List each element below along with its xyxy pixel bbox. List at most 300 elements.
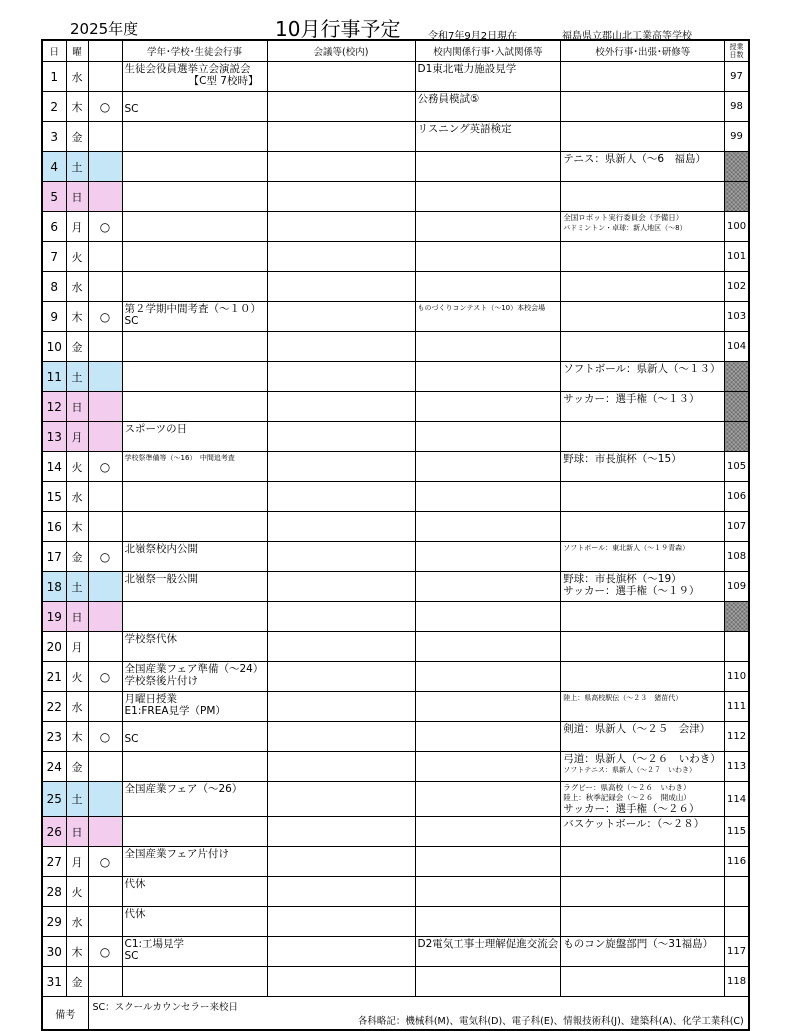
event-text: 全国産業フェア（～26） bbox=[124, 783, 243, 795]
class-marker: ○ bbox=[88, 722, 122, 752]
external-events-cell bbox=[561, 212, 725, 242]
event-text: 野球：市長旗杯（～19） bbox=[563, 573, 682, 585]
internal-events-cell bbox=[415, 782, 561, 817]
external-events-cell bbox=[561, 752, 725, 782]
class-marker bbox=[88, 362, 122, 392]
table-row bbox=[42, 302, 749, 332]
notes-label: 備考 bbox=[42, 997, 88, 1031]
class-day-count: 100 bbox=[725, 212, 749, 242]
date-cell: 15 bbox=[42, 482, 66, 512]
class-day-count: 102 bbox=[725, 272, 749, 302]
class-marker bbox=[88, 482, 122, 512]
table-row bbox=[42, 572, 749, 602]
event-text: サッカー：選手権（～１９） bbox=[563, 585, 700, 597]
col-internal: 校内関係行事･入試関係等 bbox=[415, 40, 561, 62]
meetings-cell bbox=[267, 722, 415, 752]
external-events-cell bbox=[561, 542, 725, 572]
table-row bbox=[42, 362, 749, 392]
meetings-cell bbox=[267, 542, 415, 572]
event-text: SC bbox=[124, 315, 139, 327]
internal-events-cell bbox=[415, 92, 561, 122]
col-date: 日 bbox=[42, 40, 66, 62]
external-events-cell bbox=[561, 182, 725, 212]
event-text: サッカー：選手権（～２６） bbox=[563, 803, 700, 815]
date-cell: 27 bbox=[42, 847, 66, 877]
school-events-cell bbox=[122, 62, 267, 92]
weekday-cell: 火 bbox=[66, 662, 88, 692]
school-events-cell bbox=[122, 632, 267, 662]
class-marker bbox=[88, 632, 122, 662]
event-text: サッカー：選手権（～１３） bbox=[563, 393, 700, 405]
meetings-cell bbox=[267, 272, 415, 302]
date-cell: 26 bbox=[42, 817, 66, 847]
internal-events-cell bbox=[415, 212, 561, 242]
internal-events-cell bbox=[415, 877, 561, 907]
meetings-cell bbox=[267, 182, 415, 212]
weekday-cell: 水 bbox=[66, 907, 88, 937]
schedule-table bbox=[41, 39, 750, 1031]
col-meetings: 会議等(校内) bbox=[267, 40, 415, 62]
external-events-cell bbox=[561, 362, 725, 392]
external-events-cell bbox=[561, 302, 725, 332]
class-day-count: 110 bbox=[725, 662, 749, 692]
event-text: 学校祭代休 bbox=[124, 633, 177, 645]
external-events-cell bbox=[561, 272, 725, 302]
event-text: D2電気工事士理解促進交流会 bbox=[417, 938, 559, 950]
weekday-cell: 月 bbox=[66, 212, 88, 242]
internal-events-cell bbox=[415, 62, 561, 92]
col-class-days-line1: 授業 bbox=[729, 43, 744, 51]
date-cell: 12 bbox=[42, 392, 66, 422]
meetings-cell bbox=[267, 632, 415, 662]
class-marker bbox=[88, 782, 122, 817]
table-row bbox=[42, 332, 749, 362]
internal-events-cell bbox=[415, 242, 561, 272]
date-cell: 30 bbox=[42, 937, 66, 967]
col-class-days bbox=[725, 40, 749, 62]
fiscal-year: 2025年度 bbox=[70, 20, 139, 38]
weekday-cell: 月 bbox=[66, 847, 88, 877]
class-marker bbox=[88, 152, 122, 182]
internal-events-cell bbox=[415, 392, 561, 422]
meetings-cell bbox=[267, 572, 415, 602]
table-row bbox=[42, 512, 749, 542]
event-text: 陸上：県高校駅伝（～２３ 猪苗代） bbox=[563, 694, 683, 702]
date-cell: 3 bbox=[42, 122, 66, 152]
internal-events-cell bbox=[415, 632, 561, 662]
class-marker: ○ bbox=[88, 662, 122, 692]
notes-body bbox=[88, 997, 749, 1031]
event-text: ソフトテニス：県新人（～２７ いわき） bbox=[563, 766, 696, 774]
event-text: バスケットボール：（～２８） bbox=[563, 818, 705, 830]
page-header bbox=[0, 0, 800, 40]
col-mark bbox=[88, 40, 122, 62]
class-marker: ○ bbox=[88, 452, 122, 482]
date-cell: 25 bbox=[42, 782, 66, 817]
external-events-cell bbox=[561, 422, 725, 452]
event-text: テニス：県新人（～6 福島） bbox=[563, 153, 707, 165]
date-cell: 23 bbox=[42, 722, 66, 752]
event-text: SC bbox=[124, 733, 139, 745]
meetings-cell bbox=[267, 62, 415, 92]
table-row bbox=[42, 62, 749, 92]
class-marker: ○ bbox=[88, 542, 122, 572]
event-text: 代休 bbox=[124, 878, 146, 890]
internal-events-cell bbox=[415, 817, 561, 847]
external-events-cell bbox=[561, 482, 725, 512]
event-text: 北嶺祭一般公開 bbox=[124, 573, 198, 585]
department-abbreviations: 各科略記：機械科(M)、電気科(D)、電子科(E)、情報技術科(J)、建築科(A)、化学工業科(C) bbox=[357, 1016, 744, 1027]
class-marker bbox=[88, 122, 122, 152]
school-events-cell bbox=[122, 332, 267, 362]
date-cell: 24 bbox=[42, 752, 66, 782]
event-text: 代休 bbox=[124, 908, 146, 920]
meetings-cell bbox=[267, 482, 415, 512]
class-marker bbox=[88, 242, 122, 272]
table-row bbox=[42, 907, 749, 937]
school-events-cell bbox=[122, 392, 267, 422]
class-marker bbox=[88, 422, 122, 452]
class-day-count: 107 bbox=[725, 512, 749, 542]
class-marker bbox=[88, 572, 122, 602]
external-events-cell bbox=[561, 782, 725, 817]
internal-events-cell bbox=[415, 482, 561, 512]
col-class-days-line2: 日数 bbox=[729, 51, 744, 59]
date-cell: 21 bbox=[42, 662, 66, 692]
date-cell: 17 bbox=[42, 542, 66, 572]
class-day-count bbox=[725, 632, 749, 662]
meetings-cell bbox=[267, 362, 415, 392]
weekday-cell: 木 bbox=[66, 722, 88, 752]
event-text: ソフトボール：東北新人（～１９青森） bbox=[563, 544, 690, 552]
table-row bbox=[42, 392, 749, 422]
school-name: 福島県立郡山北工業高等学校 bbox=[562, 31, 692, 42]
class-marker bbox=[88, 512, 122, 542]
weekday-cell: 土 bbox=[66, 362, 88, 392]
external-events-cell bbox=[561, 512, 725, 542]
class-day-count bbox=[725, 422, 749, 452]
date-cell: 4 bbox=[42, 152, 66, 182]
external-events-cell bbox=[561, 572, 725, 602]
class-marker: ○ bbox=[88, 302, 122, 332]
internal-events-cell bbox=[415, 272, 561, 302]
table-row bbox=[42, 752, 749, 782]
class-marker bbox=[88, 692, 122, 722]
date-cell: 18 bbox=[42, 572, 66, 602]
weekday-cell: 金 bbox=[66, 332, 88, 362]
date-cell: 5 bbox=[42, 182, 66, 212]
class-day-count: 104 bbox=[725, 332, 749, 362]
external-events-cell bbox=[561, 392, 725, 422]
meetings-cell bbox=[267, 967, 415, 997]
class-day-count: 111 bbox=[725, 692, 749, 722]
internal-events-cell bbox=[415, 362, 561, 392]
event-text: SC bbox=[124, 103, 139, 115]
weekday-cell: 水 bbox=[66, 482, 88, 512]
internal-events-cell bbox=[415, 302, 561, 332]
class-marker bbox=[88, 877, 122, 907]
event-text: 北嶺祭校内公開 bbox=[124, 543, 198, 555]
meetings-cell bbox=[267, 602, 415, 632]
class-marker bbox=[88, 817, 122, 847]
weekday-cell: 木 bbox=[66, 937, 88, 967]
weekday-cell: 金 bbox=[66, 122, 88, 152]
class-day-count: 106 bbox=[725, 482, 749, 512]
weekday-cell: 土 bbox=[66, 572, 88, 602]
meetings-cell bbox=[267, 422, 415, 452]
class-marker bbox=[88, 62, 122, 92]
class-day-count: 118 bbox=[725, 967, 749, 997]
weekday-cell: 月 bbox=[66, 632, 88, 662]
date-cell: 28 bbox=[42, 877, 66, 907]
event-text: 全国産業フェア片付け bbox=[124, 848, 229, 860]
school-events-cell bbox=[122, 782, 267, 817]
table-row bbox=[42, 422, 749, 452]
external-events-cell bbox=[561, 817, 725, 847]
class-marker bbox=[88, 182, 122, 212]
weekday-cell: 木 bbox=[66, 302, 88, 332]
weekday-cell: 水 bbox=[66, 62, 88, 92]
external-events-cell bbox=[561, 722, 725, 752]
class-day-count: 116 bbox=[725, 847, 749, 877]
external-events-cell bbox=[561, 632, 725, 662]
school-events-cell bbox=[122, 752, 267, 782]
table-row bbox=[42, 242, 749, 272]
date-cell: 31 bbox=[42, 967, 66, 997]
date-cell: 20 bbox=[42, 632, 66, 662]
weekday-cell: 日 bbox=[66, 602, 88, 632]
event-text: 【C型 7校時】 bbox=[188, 75, 259, 87]
school-events-cell bbox=[122, 302, 267, 332]
weekday-cell: 土 bbox=[66, 782, 88, 817]
internal-events-cell bbox=[415, 602, 561, 632]
school-events-cell bbox=[122, 542, 267, 572]
external-events-cell bbox=[561, 877, 725, 907]
external-events-cell bbox=[561, 452, 725, 482]
event-text: スポーツの日 bbox=[124, 423, 188, 435]
event-text: 公務員模試⑤ bbox=[417, 93, 480, 105]
school-events-cell bbox=[122, 182, 267, 212]
weekday-cell: 水 bbox=[66, 692, 88, 722]
weekday-cell: 日 bbox=[66, 392, 88, 422]
class-marker bbox=[88, 392, 122, 422]
weekday-cell: 月 bbox=[66, 422, 88, 452]
internal-events-cell bbox=[415, 542, 561, 572]
school-events-cell bbox=[122, 967, 267, 997]
date-cell: 16 bbox=[42, 512, 66, 542]
weekday-cell: 水 bbox=[66, 272, 88, 302]
school-events-cell bbox=[122, 847, 267, 877]
event-text: C1:工場見学 bbox=[124, 938, 185, 950]
school-events-cell bbox=[122, 662, 267, 692]
class-day-count: 105 bbox=[725, 452, 749, 482]
class-marker bbox=[88, 907, 122, 937]
table-row bbox=[42, 817, 749, 847]
school-events-cell bbox=[122, 907, 267, 937]
class-day-count: 108 bbox=[725, 542, 749, 572]
external-events-cell bbox=[561, 122, 725, 152]
header-row bbox=[42, 40, 749, 62]
internal-events-cell bbox=[415, 332, 561, 362]
class-day-count bbox=[725, 877, 749, 907]
class-day-count: 99 bbox=[725, 122, 749, 152]
external-events-cell bbox=[561, 907, 725, 937]
date-cell: 10 bbox=[42, 332, 66, 362]
external-events-cell bbox=[561, 662, 725, 692]
event-text: ものコン旋盤部門（～31福島） bbox=[563, 938, 714, 950]
meetings-cell bbox=[267, 817, 415, 847]
class-day-count bbox=[725, 602, 749, 632]
class-day-count bbox=[725, 182, 749, 212]
date-cell: 22 bbox=[42, 692, 66, 722]
date-cell: 8 bbox=[42, 272, 66, 302]
school-events-cell bbox=[122, 452, 267, 482]
internal-events-cell bbox=[415, 907, 561, 937]
meetings-cell bbox=[267, 662, 415, 692]
class-day-count: 97 bbox=[725, 62, 749, 92]
internal-events-cell bbox=[415, 752, 561, 782]
event-text: 陸上：秋季記録会（～２６ 開成山） bbox=[563, 793, 691, 802]
internal-events-cell bbox=[415, 152, 561, 182]
table-row bbox=[42, 152, 749, 182]
school-events-cell bbox=[122, 877, 267, 907]
event-text: 生徒会役員選挙立会演説会 bbox=[124, 63, 251, 75]
class-marker: ○ bbox=[88, 212, 122, 242]
class-day-count: 117 bbox=[725, 937, 749, 967]
table-row bbox=[42, 632, 749, 662]
internal-events-cell bbox=[415, 692, 561, 722]
table-row bbox=[42, 692, 749, 722]
external-events-cell bbox=[561, 62, 725, 92]
class-marker bbox=[88, 967, 122, 997]
external-events-cell bbox=[561, 692, 725, 722]
table-row bbox=[42, 482, 749, 512]
table-row bbox=[42, 967, 749, 997]
external-events-cell bbox=[561, 152, 725, 182]
school-events-cell bbox=[122, 482, 267, 512]
event-text: 全国ロボット実行委員会（予備日） bbox=[563, 213, 684, 222]
event-text: バドミントン・卓球：新人地区（～8） bbox=[563, 224, 687, 232]
event-text: 剣道：県新人（～２５ 会津） bbox=[563, 723, 711, 735]
meetings-cell bbox=[267, 877, 415, 907]
external-events-cell bbox=[561, 332, 725, 362]
weekday-cell: 土 bbox=[66, 152, 88, 182]
school-events-cell bbox=[122, 212, 267, 242]
class-day-count bbox=[725, 152, 749, 182]
event-text: リスニング英語検定 bbox=[417, 123, 512, 135]
date-cell: 29 bbox=[42, 907, 66, 937]
meetings-cell bbox=[267, 212, 415, 242]
class-marker bbox=[88, 272, 122, 302]
class-day-count: 112 bbox=[725, 722, 749, 752]
class-marker bbox=[88, 752, 122, 782]
class-day-count: 98 bbox=[725, 92, 749, 122]
meetings-cell bbox=[267, 907, 415, 937]
school-events-cell bbox=[122, 422, 267, 452]
weekday-cell: 金 bbox=[66, 542, 88, 572]
class-day-count: 109 bbox=[725, 572, 749, 602]
weekday-cell: 火 bbox=[66, 242, 88, 272]
meetings-cell bbox=[267, 92, 415, 122]
table-row bbox=[42, 452, 749, 482]
class-marker: ○ bbox=[88, 937, 122, 967]
event-text: 第２学期中間考査（～１０） bbox=[124, 303, 261, 315]
weekday-cell: 金 bbox=[66, 967, 88, 997]
internal-events-cell bbox=[415, 122, 561, 152]
weekday-cell: 火 bbox=[66, 877, 88, 907]
internal-events-cell bbox=[415, 452, 561, 482]
internal-events-cell bbox=[415, 967, 561, 997]
date-cell: 11 bbox=[42, 362, 66, 392]
notes-row bbox=[42, 997, 749, 1031]
weekday-cell: 火 bbox=[66, 452, 88, 482]
meetings-cell bbox=[267, 847, 415, 877]
table-row bbox=[42, 542, 749, 572]
weekday-cell: 日 bbox=[66, 182, 88, 212]
sc-note: SC：スクールカウンセラー来校日 bbox=[92, 1002, 238, 1013]
class-marker bbox=[88, 602, 122, 632]
internal-events-cell bbox=[415, 512, 561, 542]
school-events-cell bbox=[122, 242, 267, 272]
meetings-cell bbox=[267, 937, 415, 967]
date-cell: 14 bbox=[42, 452, 66, 482]
meetings-cell bbox=[267, 152, 415, 182]
class-marker: ○ bbox=[88, 847, 122, 877]
event-text: 学校祭後片付け bbox=[124, 675, 198, 687]
school-events-cell bbox=[122, 937, 267, 967]
col-school-events: 学年･学校･生徒会行事 bbox=[122, 40, 267, 62]
table-row bbox=[42, 847, 749, 877]
internal-events-cell bbox=[415, 182, 561, 212]
external-events-cell bbox=[561, 937, 725, 967]
event-text: ラグビー：県高校（～２６ いわき） bbox=[563, 783, 691, 792]
table-row bbox=[42, 212, 749, 242]
external-events-cell bbox=[561, 847, 725, 877]
event-text: ソフトボール：県新人（～１３） bbox=[563, 363, 721, 375]
meetings-cell bbox=[267, 752, 415, 782]
event-text: D1東北電力施設見学 bbox=[417, 63, 517, 75]
internal-events-cell bbox=[415, 722, 561, 752]
school-events-cell bbox=[122, 152, 267, 182]
table-row bbox=[42, 182, 749, 212]
class-marker bbox=[88, 332, 122, 362]
date-cell: 2 bbox=[42, 92, 66, 122]
school-events-cell bbox=[122, 572, 267, 602]
class-day-count bbox=[725, 362, 749, 392]
school-events-cell bbox=[122, 122, 267, 152]
internal-events-cell bbox=[415, 422, 561, 452]
weekday-cell: 木 bbox=[66, 92, 88, 122]
class-day-count bbox=[725, 392, 749, 422]
event-text: SC bbox=[124, 950, 139, 962]
as-of-date: 令和7年9月2日現在 bbox=[428, 31, 518, 42]
meetings-cell bbox=[267, 692, 415, 722]
event-text: ものづくりコンテスト（～10）本校会場 bbox=[417, 304, 546, 312]
school-events-cell bbox=[122, 817, 267, 847]
event-text: 野球：市長旗杯（～15） bbox=[563, 453, 682, 465]
table-row bbox=[42, 602, 749, 632]
class-day-count: 101 bbox=[725, 242, 749, 272]
date-cell: 9 bbox=[42, 302, 66, 332]
meetings-cell bbox=[267, 782, 415, 817]
date-cell: 7 bbox=[42, 242, 66, 272]
meetings-cell bbox=[267, 512, 415, 542]
external-events-cell bbox=[561, 602, 725, 632]
weekday-cell: 金 bbox=[66, 752, 88, 782]
school-events-cell bbox=[122, 272, 267, 302]
internal-events-cell bbox=[415, 662, 561, 692]
school-events-cell bbox=[122, 92, 267, 122]
